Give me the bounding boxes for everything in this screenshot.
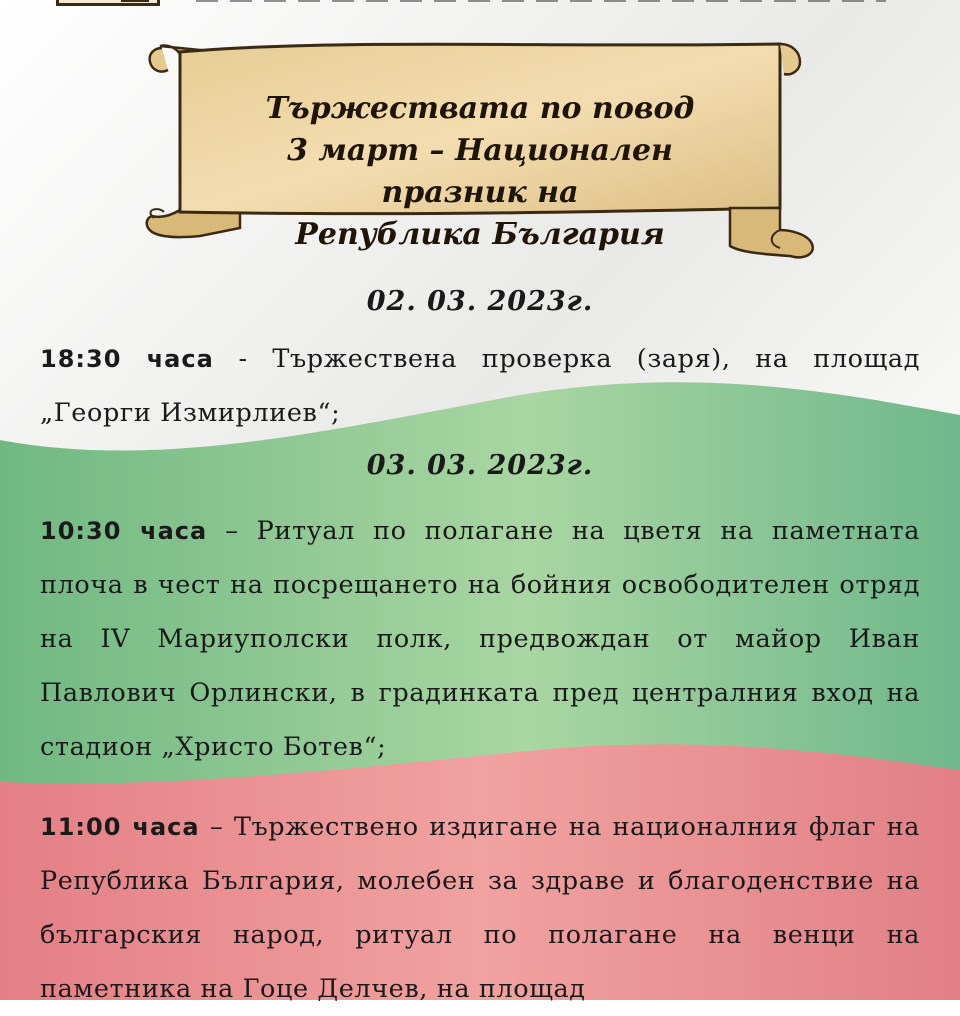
event-item xyxy=(40,332,920,440)
title-line-1: Тържествата по повод xyxy=(265,91,695,126)
event-time: 11:00 часа xyxy=(40,813,200,841)
event-text: – Тържествено издигане на националния флаг на Република България, молебен за здраве и благоденствие на българския народ, ритуал по полагане на венци на паметника на Гоце Делчев, на площад xyxy=(40,812,920,1004)
date-heading-day-1: 02. 03. 2023г. xyxy=(366,286,594,317)
event-text: - Тържествена проверка (заря), на площад „Георги Измирлиев“; xyxy=(40,344,921,428)
header-text-strip xyxy=(196,0,886,2)
event-text: – Ритуал по полагане на цветя на паметната плоча в чест на посрещането на бойния освободителен отряд на IV Мариуполски полк, предвождан от майор Иван Павлович Орлински, в градинката пред централния вход на стадион „Христо Ботев“; xyxy=(40,516,920,762)
event-time: 10:30 часа xyxy=(40,517,208,545)
event-time: 18:30 часа xyxy=(40,345,214,373)
event-item xyxy=(40,800,920,1016)
event-item xyxy=(40,504,920,774)
title-line-2: 3 март – Национален празник на xyxy=(287,133,673,210)
logo-icon xyxy=(56,0,160,6)
page-title xyxy=(210,88,750,256)
title-line-3: Република България xyxy=(295,217,665,252)
date-heading-day-2: 03. 03. 2023г. xyxy=(366,450,594,481)
